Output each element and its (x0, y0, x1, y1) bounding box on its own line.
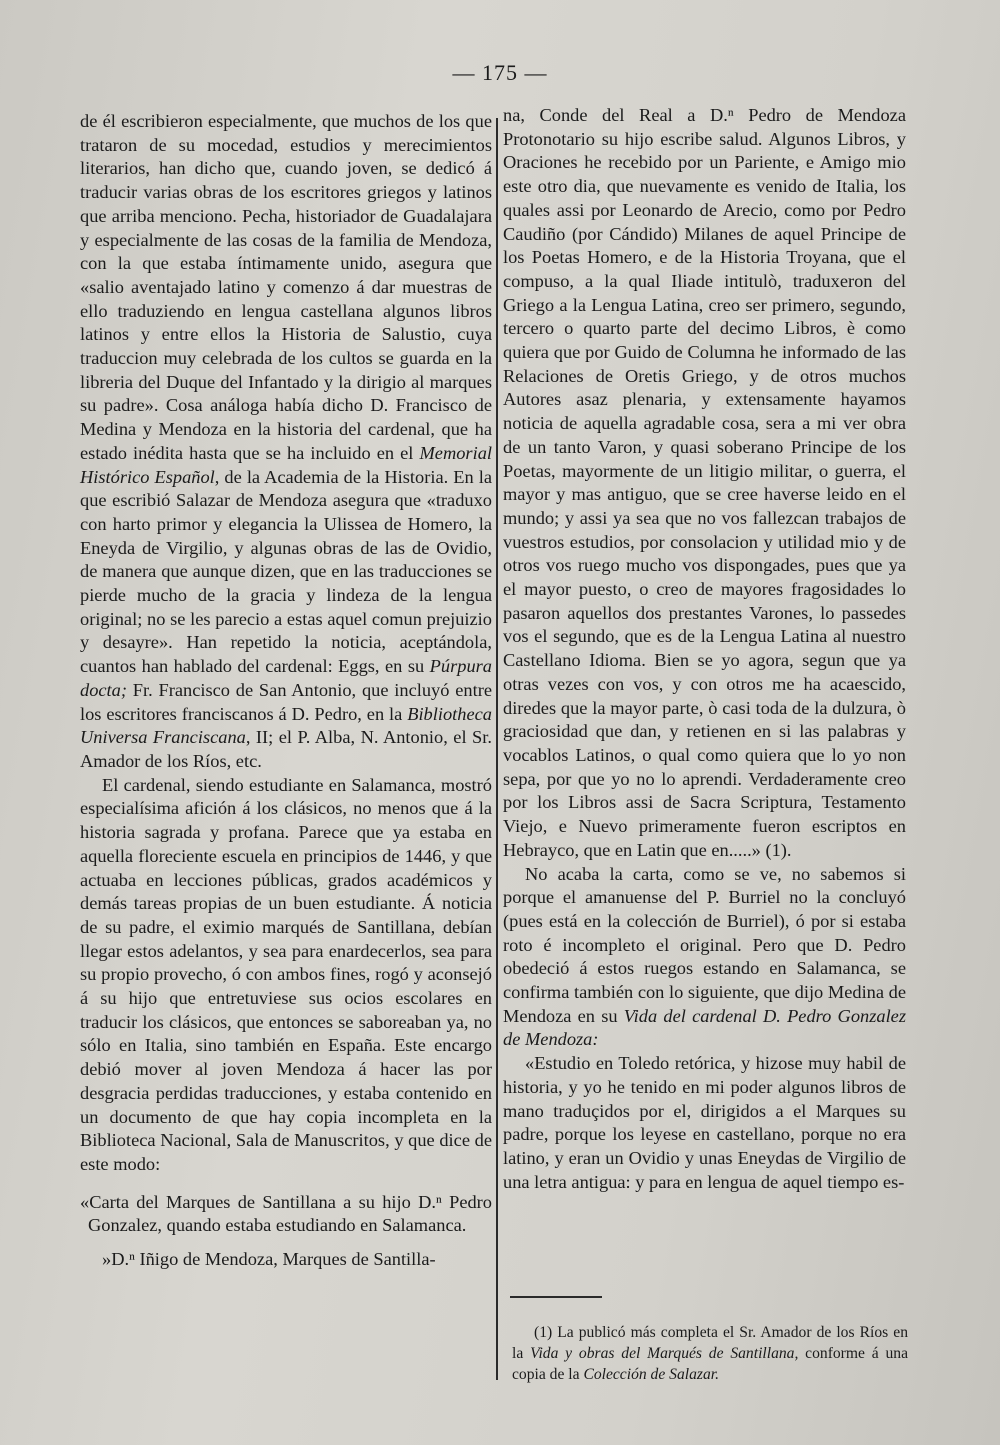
letter-heading: «Carta del Marques de Santillana a su hijo D.ⁿ Pedro Gonzalez, quando estaba estudiando en Salamanca. (80, 1191, 492, 1236)
footnote (512, 1322, 908, 1385)
paragraph: El cardenal, siendo estudiante en Salamanca, mostró especialísima afición á los clásicos, no menos que á la historia sagrada y profana. Parece que ya estaba en aquella floreciente escuela en principios de 1446, y que actuaba en lecciones públicas, grados académicos y demás tareas propias de un buen estudiante. Á noticia de su padre, el eximio marqués de Santillana, debían llegar estos adelantos, y sea para enardecerlos, sea para su propio provecho, ó con ambos fines, rogó y aconsejó á su hijo que entretuviese sus ocios escolares en traducir los clásicos, que entonces se saboreaban ya, no sólo en Italia, sino también en España. Este encargo debió mover al joven Mendoza á hacer las por desgracia perdidas traducciones, y estaba contenido en un documento de que hay copia incompleta en la Biblioteca Nacional, Sala de Manuscritos, y que dice de este modo: (80, 774, 492, 1174)
text-run: conforme á una copia de la (512, 1345, 908, 1383)
text-run: de él escribieron especialmente, que muchos de los que trataron de su mocedad, estudios y merecimientos literarios, han dicho que, cuando joven, se dedicó á traducir varias obras de los escritores griegos y latinos que arriba menciono. Pecha, historiador de Guadalajara y especialmente de las cosas de la familia de Mendoza, con la que estaba íntimamente unido, asegura que «salio aventajado latino y comenzo á dar muestras de ello traduziendo en lengua castellana algunos libros latinos y entre ellos la Historia de Salustio, cuya traduccion muy celebrada de los cultos se guarda en la libreria del Duque del Infantado y la dirigio al marques su padre». Cosa análoga había dicho D. Francisco de Medina y Mendoza en la historia del cardenal, que ha estado inédita hasta que se ha incluido en el (80, 111, 492, 463)
column-divider (496, 118, 498, 1380)
text-run: Fr. Francisco de San Antonio, que incluyó entre los escritores franciscanos á D. Pedro, en la (80, 679, 492, 724)
text-run: , de la Academia de la Historia. En la que escribió Salazar de Mendoza asegura que «traduxo con harto primor y elegancia la Ulissea de Homero, la Eneyda de Virgilio, y algunas obras de las de Ovidio, de manera que aunque dizen, que en las traducciones se pierde mucho de la gracia y lindeza de la lengua original; no se les parecio a estas aquel comun prejuizio y desayre». Han repetido la noticia, aceptándola, cuantos han hablado del cardenal: Eggs, en su (80, 466, 492, 677)
left-column (80, 110, 492, 1272)
book-title: Púrpura docta; (80, 656, 492, 700)
quotation: «Estudio en Toledo retórica, y hizose muy habil de historia, y yo he tenido en mi poder algunos libros de mano traduçidos por el, dirigidos a el Marques su padre, porque los leyese en castellano, porque no era latino, y eran un Ovidio y unas Eneydas de Virgilio de una letra antigua: y para en lengua de aquel tiempo es- (503, 1053, 906, 1192)
book-title: Memorial Histórico Español (80, 442, 492, 487)
letter-body: na, Conde del Real a D.ⁿ Pedro de Mendoza Protonotario su hijo escribe salud. Algunos Libros, y Oraciones he recebido por un Pariente, e Amigo mio este otro dia, que nuevamente es venido de Italia, los quales assi por Leonardo de Arecio, como por Pedro Caudiño (por Cándido) Milanes de aquel Principe de los Poetas Homero, e de la Historia Troyana, que el compuso, a la qual Iliade intitulò, traduxeron del Griego a la Lengua Latina, creo ser primero, segundo, tercero o quarto parte del decimo Libros, è como quiera que por Guido de Columna he informado de las Relaciones de Oretis Griego, y de otros muchos Autores asaz plenaria, y extensamente hayamos noticia de aquella agradable cosa, sera a mi ver obra de un tanto Varon, y quasi soberano Principe de los Poetas, mayormente de un litigio militar, o guerra, el mayor y mas antiguo, que se cree haverse leido en el mundo; y assi ya sea que no vos fallezcan trabajos de vuestros estudios, por consolacion y utilidad mio y de otros vos ruego mucho vos dispongades, pues que ya el mayor puesto, o creo de mayores fragosidades lo pasaron aquellos dos prestantes Varones, lo passedes vos el segundo, que es de la Lengua Latina al nuestro Castellano Idioma. Bien se yo agora, segun que ya otras vezes con vos, y con otros me ha acaescido, diredes que la mayor parte, ò casi toda de la dulzura, ò graciosidad que dan, y retienen en si las palabras y vocablos Latinos, o qual como quiera que lo yo non sepa, por que yo no lo aprendi. Verdaderamente creo por los Libros assi de Sacra Scriptura, Testamento Viejo, e Nuevo primeramente fueron escriptos en Hebrayco, que en Latin que en.....» (1). (503, 105, 906, 860)
book-title: Vida y obras del Marqués de Santillana, (530, 1345, 799, 1362)
right-column (503, 104, 906, 1194)
paragraph (80, 110, 492, 774)
letter-opening: »D.ⁿ Iñigo de Mendoza, Marques de Santilla- (102, 1249, 436, 1270)
footnote-rule (510, 1296, 602, 1298)
text-run: No acaba la carta, como se ve, no sabemos si porque el amanuense del P. Burriel no la concluyó (pues está en la colección de Burriel), ó por si estaba roto é incompleto el original. Pero que D. Pedro obedeció á estos ruegos estando en Salamanca, se confirma también con lo siguiente, que dijo Medina de Mendoza en su (503, 863, 906, 1026)
paragraph (503, 863, 906, 1053)
book-title: Vida del cardenal D. Pedro Gonzalez de Mendoza: (503, 1005, 906, 1050)
text-run: , II; el P. Alba, N. Antonio, el Sr. Amador de los Ríos, etc. (80, 727, 492, 771)
text-run: (1) La publicó más completa el Sr. Amador de los Ríos en la (512, 1324, 908, 1362)
page-number: — 175 — (452, 60, 548, 85)
book-title: Bibliotheca Universa Franciscana (80, 703, 492, 748)
book-title: Colección de Salazar. (583, 1366, 719, 1383)
